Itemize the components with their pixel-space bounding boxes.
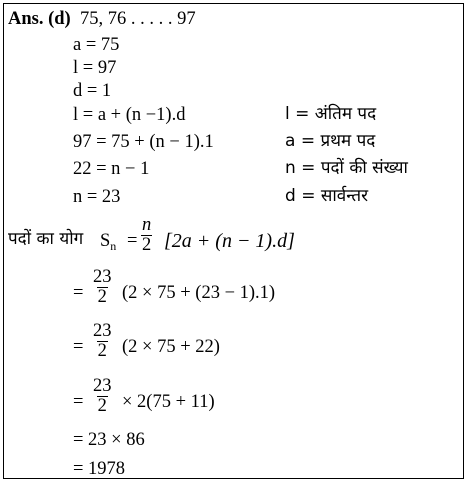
formula-row-right: l = अंतिम पद xyxy=(285,104,377,124)
sequence-text: 75, 76 . . . . . 97 xyxy=(80,9,196,29)
formula-row-right: n = पदों की संख्या xyxy=(285,158,408,178)
answer-label: Ans. (d) xyxy=(8,9,71,29)
given-a: a = 75 xyxy=(73,35,120,55)
step-equals: = xyxy=(73,337,84,357)
step-expression: (2 × 75 + (23 − 1).1) xyxy=(122,283,276,303)
step-expression: × 2(75 + 11) xyxy=(122,392,215,412)
final-step: = 23 × 86 xyxy=(73,430,145,450)
sum-label: पदों का योग xyxy=(8,229,84,249)
fraction-numerator: n xyxy=(142,215,152,235)
formula-row-left: n = 23 xyxy=(73,187,121,207)
sum-symbol: $S_n$ xyxy=(100,231,117,253)
fraction-denominator: 2 xyxy=(142,235,152,256)
step-equals: = xyxy=(73,283,84,303)
step-equals: = xyxy=(73,392,84,412)
fraction-numerator: 23 xyxy=(93,376,112,396)
formula-row-left: 97 = 75 + (n − 1).1 xyxy=(73,132,214,152)
formula-row-right: a = प्रथम पद xyxy=(285,131,376,151)
sum-fraction xyxy=(141,216,152,256)
fraction-numerator: 23 xyxy=(93,321,112,341)
sum-equals: = xyxy=(127,231,138,251)
final-step: = 1978 xyxy=(73,459,126,479)
formula-row-left: 22 = n − 1 xyxy=(73,159,150,179)
given-l: l = 97 xyxy=(73,58,117,78)
fraction-denominator: 2 xyxy=(97,396,107,417)
step-fraction xyxy=(92,268,113,308)
fraction-numerator: 23 xyxy=(93,267,112,287)
step-fraction xyxy=(92,377,113,417)
step-expression: (2 × 75 + 22) xyxy=(122,337,220,357)
formula-row-right: d = सार्वन्तर xyxy=(285,186,369,206)
formula-row-left: l = a + (n −1).d xyxy=(73,105,186,125)
given-d: d = 1 xyxy=(73,81,112,101)
step-fraction xyxy=(92,322,113,362)
fraction-denominator: 2 xyxy=(97,341,107,362)
fraction-denominator: 2 xyxy=(97,287,107,308)
sum-bracket-expression: [2a + (n − 1).d] xyxy=(164,230,295,252)
